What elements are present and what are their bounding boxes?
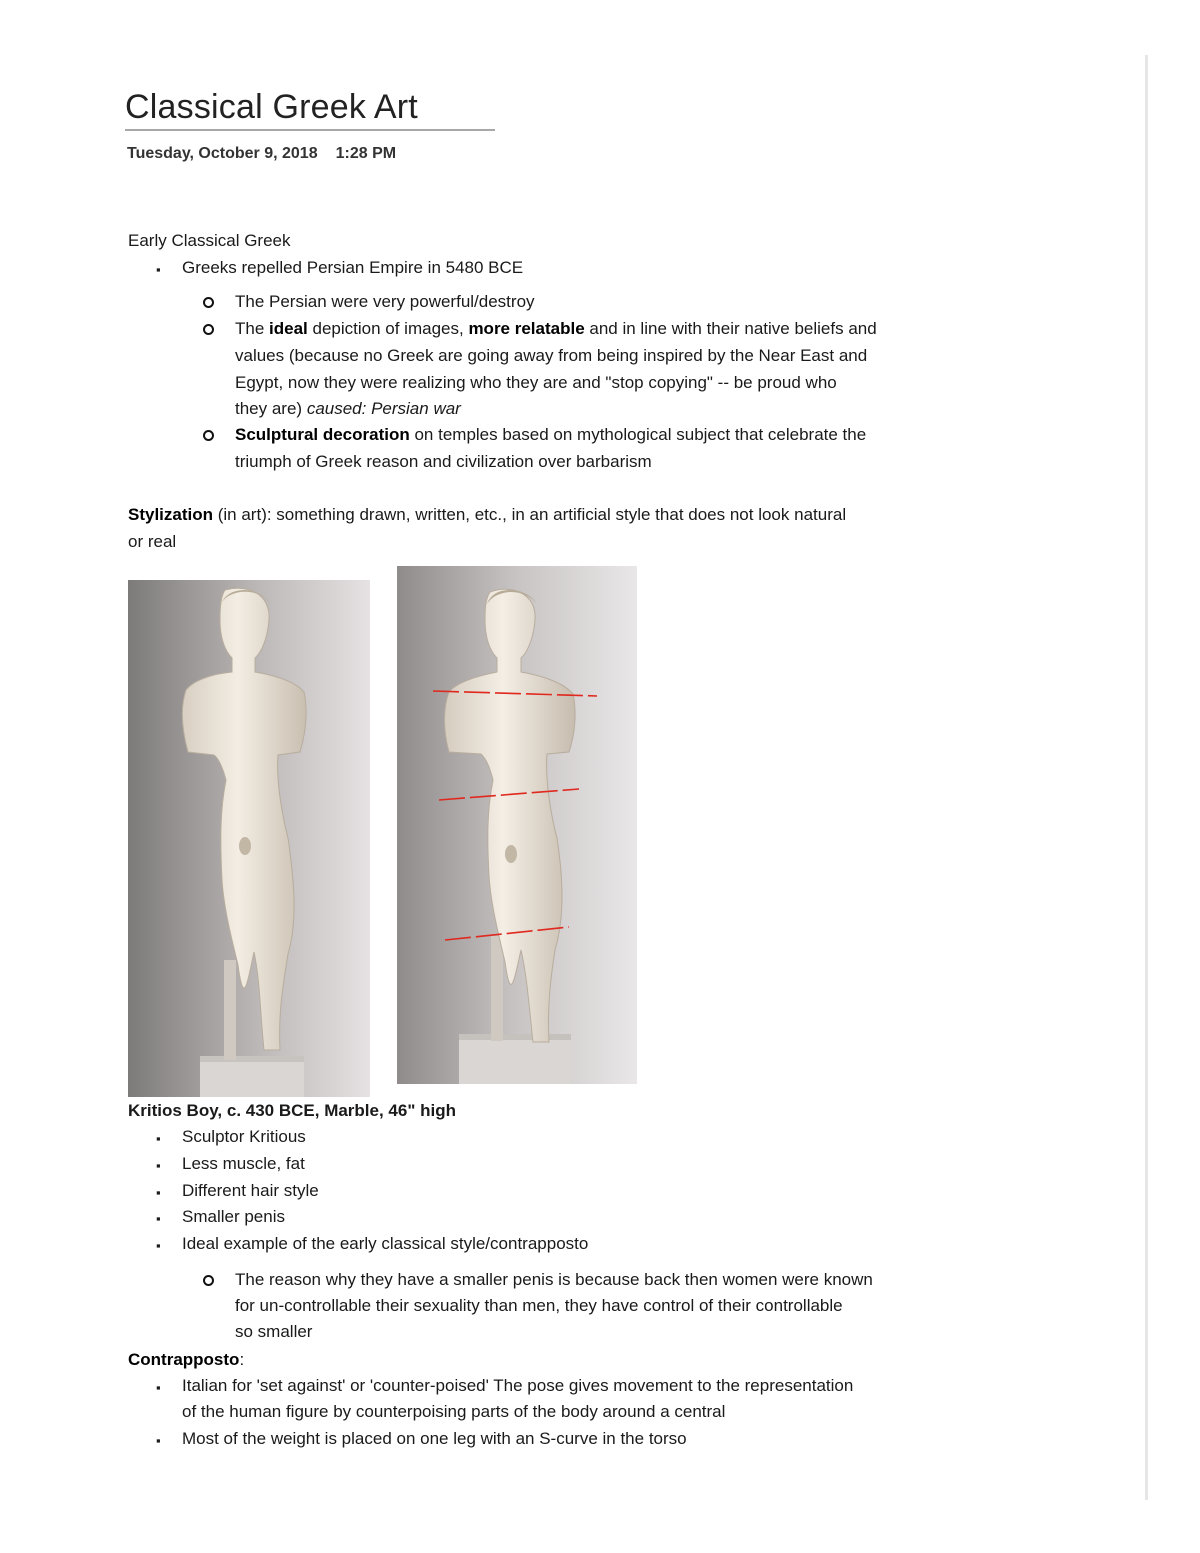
bullet-contrapposto-1-line1: Italian for 'set against' or 'counter-poised' The pose gives movement to the representation: [182, 1376, 854, 1395]
sub-bullet-sculptural-line1: [235, 422, 866, 449]
text-run: on temples based on mythological subject that celebrate the: [409, 425, 867, 444]
term-more-relatable: more relatable: [468, 319, 585, 338]
kritios-boy-annotated-photo: [397, 566, 637, 1084]
sub-bullet-marker: [203, 324, 214, 335]
bullet-contrapposto-2: Most of the weight is placed on one leg with an S-curve in the torso: [182, 1429, 687, 1448]
bullet-kritios-1: Sculptor Kritious: [182, 1127, 306, 1146]
bullet-marker: ▪: [156, 1185, 161, 1200]
title-underline: [125, 129, 495, 131]
sub-bullet-reason-line2: for un-controllable their sexuality than men, they have control of their controllable: [235, 1296, 843, 1315]
note-time: 1:28 PM: [335, 145, 397, 162]
sub-bullet-ideal-line3: Egypt, now they were realizing who they are and "stop copying" -- be proud who: [235, 373, 837, 392]
statue-illustration: [128, 580, 370, 1097]
sub-bullet-marker: [203, 1275, 214, 1286]
bullet-marker: ▪: [156, 1380, 161, 1395]
italic-persian-war: caused: Persian war: [306, 399, 461, 418]
annotated-statue-illustration: [397, 566, 637, 1084]
sub-bullet-persian-powerful: The Persian were very powerful/destroy: [235, 292, 535, 311]
sub-bullet-reason-line3: so smaller: [235, 1322, 313, 1341]
page-title: Classical Greek Art: [125, 88, 418, 126]
bullet-kritios-4: Smaller penis: [182, 1207, 285, 1226]
bullet-kritios-2: Less muscle, fat: [182, 1154, 305, 1173]
stylization-definition-line1: [128, 502, 846, 529]
sub-bullet-ideal-line1: [235, 316, 877, 343]
sub-bullet-ideal-line2: values (because no Greek are going away from being inspired by the Near East and: [235, 346, 868, 365]
note-date: Tuesday, October 9, 2018: [127, 145, 318, 162]
bullet-kritios-5: Ideal example of the early classical style/contrapposto: [182, 1234, 589, 1253]
bullet-contrapposto-1-line2: of the human figure by counterpoising parts of the body around a central: [182, 1402, 726, 1421]
stylization-definition-line2: or real: [128, 532, 177, 551]
text-run: (in art): something drawn, written, etc., in an artificial style that does not look natural: [213, 505, 847, 524]
sub-bullet-marker: [203, 297, 214, 308]
bullet-marker: ▪: [156, 1238, 161, 1253]
bullet-marker: ▪: [156, 262, 161, 277]
sub-bullet-reason-line1: The reason why they have a smaller penis is because back then women were known: [235, 1270, 873, 1289]
text-run: they are): [235, 399, 307, 418]
bullet-marker: ▪: [156, 1433, 161, 1448]
bullet-marker: ▪: [156, 1131, 161, 1146]
bullet-marker: ▪: [156, 1211, 161, 1226]
kritios-boy-caption: Kritios Boy, c. 430 BCE, Marble, 46" high: [128, 1101, 456, 1120]
text-run: depiction of images,: [307, 319, 469, 338]
term-ideal: ideal: [269, 319, 308, 338]
section-heading-early-classical: Early Classical Greek: [128, 231, 291, 250]
kritios-boy-statue-photo: [128, 580, 370, 1097]
bullet-kritios-3: Different hair style: [182, 1181, 319, 1200]
text-run: and in line with their native beliefs and: [584, 319, 877, 338]
bullet-marker: ▪: [156, 1158, 161, 1173]
sub-bullet-ideal-line4: [235, 396, 461, 423]
page-edge-divider: [1145, 55, 1148, 1500]
contrapposto-heading: [128, 1347, 244, 1374]
text-run: The: [235, 319, 270, 338]
term-stylization: Stylization: [128, 505, 214, 524]
sub-bullet-sculptural-line2: triumph of Greek reason and civilization over barbarism: [235, 452, 652, 471]
term-sculptural-decoration: Sculptural decoration: [235, 425, 410, 444]
note-timestamp: [127, 145, 414, 163]
text-run: :: [239, 1350, 245, 1369]
sub-bullet-marker: [203, 430, 214, 441]
term-contrapposto: Contrapposto: [128, 1350, 240, 1369]
bullet-persian-empire: Greeks repelled Persian Empire in 5480 BCE: [182, 258, 524, 277]
